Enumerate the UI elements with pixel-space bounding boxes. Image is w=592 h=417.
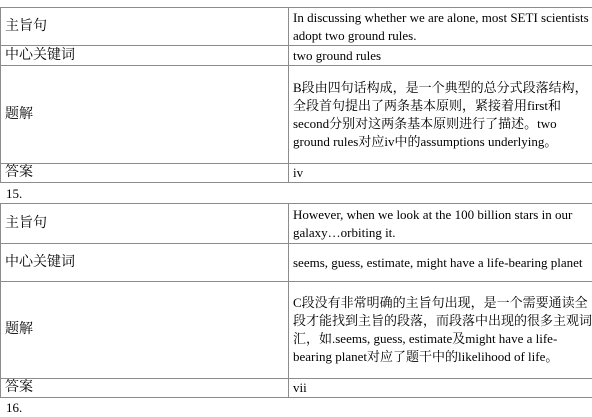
answer-table-15 [0,203,592,398]
table-row [1,379,592,398]
row-value-keywords: seems, guess, estimate, might have a life-bearing planet [289,244,592,282]
question-number: 15. [6,186,23,201]
table-row [1,244,592,282]
answer-table-14 [0,7,588,183]
row-label-explanation: 题解 [1,282,289,379]
row-value-answer: vii [289,379,592,398]
table-row [1,204,592,244]
row-label-topic-sentence: 主旨句 [1,8,289,46]
question-number: 16. [6,400,23,415]
table-row [1,8,592,46]
row-label-answer: 答案 [1,164,289,183]
table-row [1,164,592,183]
row-value-topic-sentence: However, when we look at the 100 billion stars in our galaxy…orbiting it. [289,204,592,244]
row-value-keywords: two ground rules [289,46,592,66]
table-row [1,282,592,379]
table-row [1,46,592,66]
row-value-explanation: B段由四句话构成，是一个典型的总分式段落结构，全段首句提出了两条基本原则，紧接着用first和second分别对这两条基本原则进行了描述。two ground rules对应iv中的assumptions underlying。 [289,66,592,164]
row-value-topic-sentence: In discussing whether we are alone, most SETI scientists adopt two ground rules. [289,8,592,46]
row-label-keywords: 中心关键词 [1,46,289,66]
row-label-answer: 答案 [1,379,289,398]
row-label-keywords: 中心关键词 [1,244,289,282]
row-value-explanation: C段没有非常明确的主旨句出现，是一个需要通读全段才能找到主旨的段落，而段落中出现的很多主观词汇，如.seems, guess, estimate及might have a life-bearing planet对应了题干中的likelihood of life。 [289,282,592,379]
row-label-topic-sentence: 主旨句 [1,204,289,244]
row-label-explanation: 题解 [1,66,289,164]
row-value-answer: iv [289,164,592,183]
table-row [1,66,592,164]
